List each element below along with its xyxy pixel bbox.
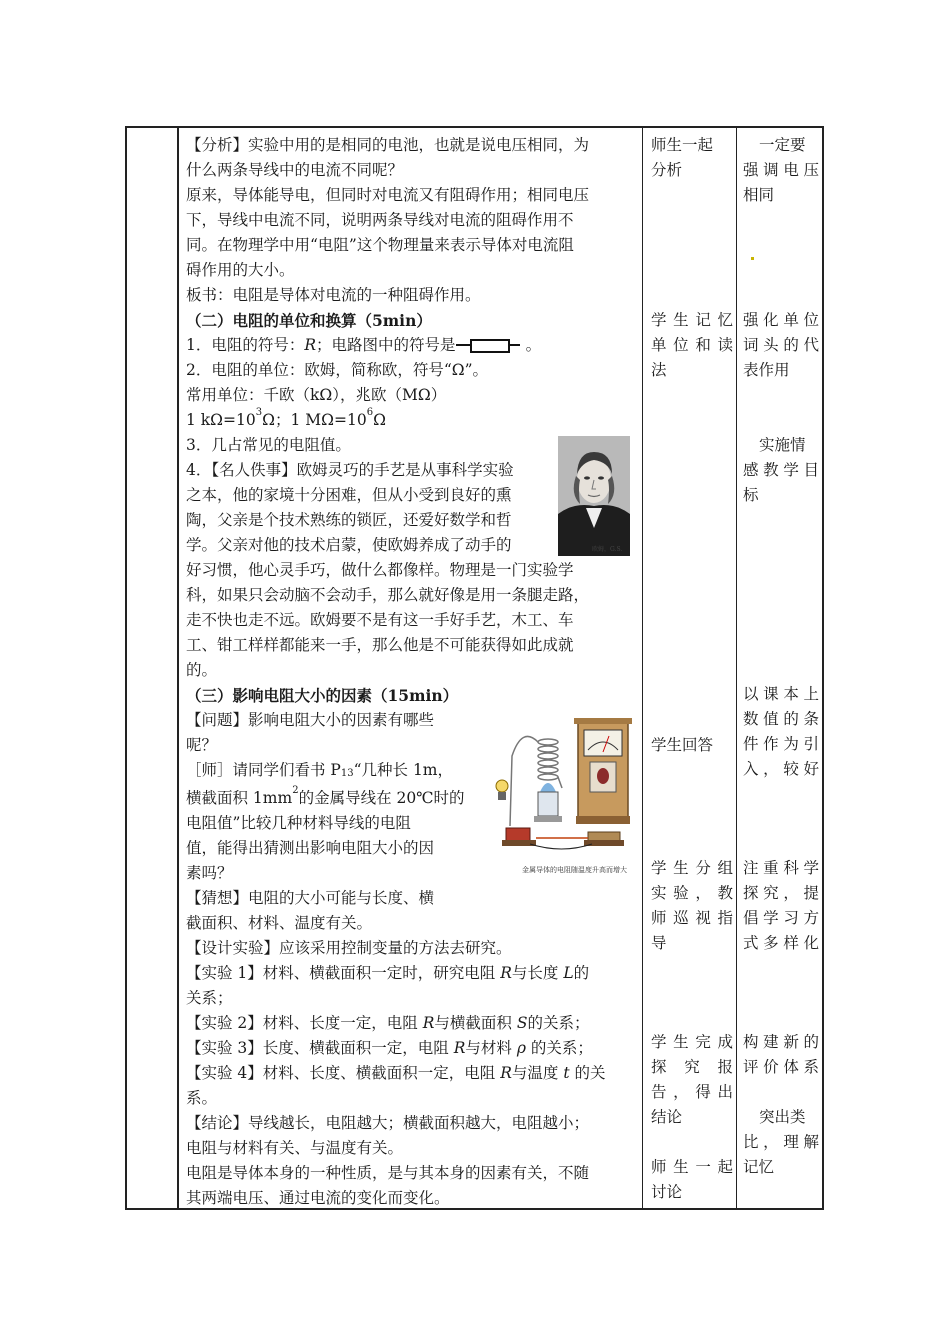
text: Ω；1 MΩ=10 xyxy=(262,411,367,429)
activity-block xyxy=(651,308,733,383)
teaching-content-column xyxy=(186,133,638,1211)
design-note-text: 探究，提 xyxy=(743,884,819,902)
section-heading: （三）影响电阻大小的因素（15min） xyxy=(186,686,459,705)
apparatus-caption: 金属导体的电阻随温度升高而增大 xyxy=(522,866,627,874)
text: 的关 xyxy=(569,1064,606,1082)
paragraph-line: 常用单位：千欧（kΩ），兆欧（MΩ） xyxy=(186,386,447,404)
unit-conversion-line xyxy=(186,408,638,433)
exponent: 2 xyxy=(292,785,299,796)
resistor-symbol-icon xyxy=(456,338,526,352)
text: 的金属导线在 20℃时的 xyxy=(298,789,465,807)
column-divider xyxy=(177,126,179,1210)
column-divider xyxy=(736,126,737,1210)
variable-L: L xyxy=(563,964,574,982)
paragraph-line: 科，如果只会动脑不会动手，那么就好像是用一条腿走路， xyxy=(186,586,590,604)
design-note-text: 感教学目 xyxy=(743,461,819,479)
paragraph-line: 3．几占常见的电阻值。 xyxy=(186,436,351,454)
text: 【实验 2】材料、长度一定，电阻 xyxy=(186,1014,423,1032)
design-note-text: 词头的代 xyxy=(743,336,819,354)
activity-text: 学生完成 xyxy=(651,1033,733,1051)
design-note-block xyxy=(743,133,819,208)
variable-R: R xyxy=(453,1039,466,1057)
design-note-text: 评价体系 xyxy=(743,1058,819,1076)
text: 【实验 4】材料、长度、横截面积一定，电阻 xyxy=(186,1064,501,1082)
paragraph-line: 电阻是导体本身的一种性质，是与其本身的因素有关，不随 xyxy=(186,1164,590,1182)
activity-text: 单位和读 xyxy=(651,336,733,354)
text: 的关系； xyxy=(527,1014,590,1032)
text: 。 xyxy=(525,336,542,354)
design-note-block xyxy=(743,433,819,508)
design-note-text: 突出类 xyxy=(759,1108,806,1126)
paragraph-line: 同。在物理学中用“电阻”这个物理量来表示导体对电流阻 xyxy=(186,236,574,254)
column-divider xyxy=(642,126,643,1210)
text: 的关系； xyxy=(525,1039,593,1057)
page-subscript: 13 xyxy=(340,768,354,779)
design-note-text: 比，理解 xyxy=(743,1133,819,1151)
text: 1 kΩ=1 xyxy=(186,411,246,429)
activity-block xyxy=(651,1030,733,1130)
design-note-block xyxy=(743,1030,819,1080)
text: ；电路图中的符号是 xyxy=(316,336,456,354)
section-heading: （二）电阻的单位和换算（5min） xyxy=(186,311,432,330)
variable-rho: ρ xyxy=(516,1039,526,1057)
paragraph-line: 好习惯，他心灵手巧，做什么都像样。物理是一门实验学 xyxy=(186,561,574,579)
apparatus-drawing xyxy=(492,716,632,880)
design-note-block xyxy=(743,1105,819,1180)
exponent: 6 xyxy=(366,407,374,418)
resistor-symbol-line xyxy=(186,333,638,358)
paragraph-line: 4．【名人佚事】欧姆灵巧的手艺是从事科学实验 xyxy=(186,461,514,479)
paragraph-line: 【设计实验】应该采用控制变量的方法去研究。 xyxy=(186,939,512,957)
activity-text: 导 xyxy=(651,934,667,952)
text: 与横截面积 xyxy=(434,1014,517,1032)
portrait-caption: 欧姆，G.S. xyxy=(592,546,623,553)
resistance-temperature-apparatus-image xyxy=(492,716,632,880)
paragraph-line: 之本，他的家境十分困难，但从小受到良好的熏 xyxy=(186,486,512,504)
design-note-text: 以课本上 xyxy=(743,685,819,703)
experiment-line xyxy=(186,1036,638,1061)
paragraph-line: 【问题】影响电阻大小的因素有哪些 xyxy=(186,711,435,729)
paragraph-line: 【猜想】电阻的大小可能与长度、横 xyxy=(186,889,435,907)
text: 与材料 xyxy=(465,1039,517,1057)
paragraph-line: 碍作用的大小。 xyxy=(186,261,295,279)
paragraph-line: 【分析】实验中用的是相同的电池，也就是说电压相同，为 xyxy=(186,136,590,154)
variable-t: t xyxy=(563,1064,570,1082)
design-note-block xyxy=(743,308,819,383)
activity-block xyxy=(651,1155,733,1205)
variable-R: R xyxy=(500,1064,512,1082)
paragraph-line: 什么两条导线中的电流不同呢？ xyxy=(186,161,404,179)
paragraph-line: 【结论】导线越长，电阻越大；横截面积越大，电阻越小； xyxy=(186,1114,590,1132)
activity-text: 探究报 xyxy=(651,1058,733,1076)
paragraph-line: 原来，导体能导电，但同时对电流又有阻碍作用；相同电压 xyxy=(186,186,590,204)
activity-text: 实验，教 xyxy=(651,884,733,902)
design-note-text: 式多样化 xyxy=(743,934,819,952)
paragraph-line: 下，导线中电流不同，说明两条导线对电流的阻碍作用不 xyxy=(186,211,574,229)
paragraph-line: 素吗？ xyxy=(186,864,233,882)
paragraph-line: 值，能得出猜测出影响电阻大小的因 xyxy=(186,839,435,857)
paragraph-line: 的。 xyxy=(186,661,218,679)
activity-text: 讨论 xyxy=(651,1183,683,1201)
ohm-portrait-image xyxy=(558,436,630,556)
design-note-text: 注重科学 xyxy=(743,859,819,877)
board-note: 板书：电阻是导体对电流的一种阻碍作用。 xyxy=(186,286,481,304)
text: ［师］请同学们看书 P xyxy=(186,761,341,779)
design-note-text: 件作为引 xyxy=(743,735,819,753)
text: 横截面积 1mm xyxy=(186,789,293,807)
experiment-line xyxy=(186,961,638,986)
design-note-text: 记忆 xyxy=(743,1158,775,1176)
activity-text: 师生一起 xyxy=(651,1158,733,1176)
stray-mark xyxy=(751,257,754,260)
activity-text: 法 xyxy=(651,361,667,379)
activity-block xyxy=(651,133,733,183)
paragraph-line: 其两端电压、通过电流的变化而变化。 xyxy=(186,1189,450,1207)
variable-R: R xyxy=(304,336,317,354)
design-note-text: 强化单位 xyxy=(743,311,819,329)
paragraph-line: 电阻与材料有关、与温度有关。 xyxy=(186,1139,404,1157)
experiment-line xyxy=(186,1061,638,1086)
variable-R: R xyxy=(500,964,512,982)
paragraph-line: 走不快也走不远。欧姆要不是有这一手好手艺，木工、车 xyxy=(186,611,574,629)
activity-text: 结论 xyxy=(651,1108,683,1126)
portrait-drawing xyxy=(558,436,630,556)
activity-text: 分析 xyxy=(651,161,683,179)
design-note-text: 一定要 xyxy=(759,136,806,154)
text: 的 xyxy=(573,964,590,982)
design-note-text: 表作用 xyxy=(743,361,790,379)
design-note-text: 入，较好 xyxy=(743,760,819,778)
activity-block xyxy=(651,733,733,758)
activity-text: 学生回答 xyxy=(651,736,714,754)
paragraph-line: 呢？ xyxy=(186,736,218,754)
design-note-text: 标 xyxy=(743,486,759,504)
experiment-line xyxy=(186,1011,638,1036)
text: 【实验 1】材料、横截面积一定时，研究电阻 xyxy=(186,964,501,982)
paragraph-line: 工、钳工样样都能来一手，那么他是不可能获得如此成就 xyxy=(186,636,574,654)
activity-text: 告，得出 xyxy=(651,1083,733,1101)
variable-R: R xyxy=(422,1014,435,1032)
activity-text: 学生分组 xyxy=(651,859,733,877)
text: 与长度 xyxy=(511,964,564,982)
paragraph-line: 电阻值”比较几种材料导线的电阻 xyxy=(186,814,411,832)
design-note-text: 构建新的 xyxy=(743,1033,819,1051)
paragraph-line: 陶，父亲是个技术熟练的锁匠，还爱好数学和哲 xyxy=(186,511,512,529)
paragraph-line: 截面积、材料、温度有关。 xyxy=(186,914,373,932)
paragraph-line: 学。父亲对他的技术启蒙，使欧姆养成了动手的 xyxy=(186,536,512,554)
text: “几种长 1m， xyxy=(353,761,454,779)
design-note-text: 强调电压 xyxy=(743,161,819,179)
activity-text: 学生记忆 xyxy=(651,311,733,329)
paragraph-line: 关系； xyxy=(186,989,233,1007)
activity-text: 师生一起 xyxy=(651,136,714,154)
variable-S: S xyxy=(516,1014,528,1032)
design-note-text: 实施情 xyxy=(759,436,806,454)
design-note-text: 相同 xyxy=(743,186,775,204)
paragraph-line: 系。 xyxy=(186,1089,218,1107)
text: 【实验 3】长度、横截面积一定，电阻 xyxy=(186,1039,454,1057)
design-note-block xyxy=(743,682,819,782)
paragraph-line: 2．电阻的单位：欧姆，简称欧，符号“Ω”。 xyxy=(186,361,489,379)
design-note-text: 倡学习方 xyxy=(743,909,819,927)
activity-block xyxy=(651,856,733,956)
design-note-text: 数值的条 xyxy=(743,710,819,728)
text: 1．电阻的符号： xyxy=(186,336,305,354)
exponent: 3 xyxy=(255,407,263,418)
activity-text: 师巡视指 xyxy=(651,909,733,927)
text: 与温度 xyxy=(511,1064,564,1082)
design-note-block xyxy=(743,856,819,956)
text: Ω xyxy=(373,411,386,429)
text: 0 xyxy=(245,411,256,429)
